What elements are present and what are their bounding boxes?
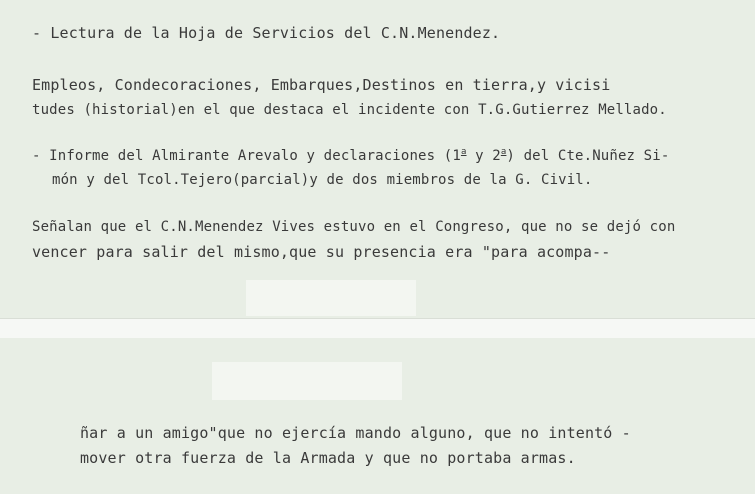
text-line-6: Señalan que el C.N.Menendez Vives estuvo en el Congreso, que no se dejó con bbox=[32, 219, 676, 235]
text-line-4-middle: y 2 bbox=[466, 148, 501, 164]
redaction-patch-bottom bbox=[212, 362, 402, 400]
text-line-1: - Lectura de la Hoja de Servicios del C.N.Menendez. bbox=[32, 24, 501, 42]
page-gap bbox=[0, 318, 755, 340]
text-line-9: mover otra fuerza de la Armada y que no portaba armas. bbox=[80, 449, 576, 467]
redaction-patch-top bbox=[246, 280, 416, 316]
text-line-5: món y del Tcol.Tejero(parcial)y de dos miembros de la G. Civil. bbox=[52, 172, 593, 188]
text-line-4 bbox=[32, 147, 669, 165]
text-line-3: tudes (historial)en el que destaca el incidente con T.G.Gutierrez Mellado. bbox=[32, 102, 667, 118]
text-line-4-end: ) del Cte.Nuñez Si- bbox=[506, 148, 670, 164]
document-page-bottom bbox=[0, 338, 755, 494]
text-line-7: vencer para salir del mismo,que su presencia era "para acompa-- bbox=[32, 243, 611, 261]
text-line-4-start: - Informe del Almirante Arevalo y declaraciones (1 bbox=[32, 148, 461, 164]
text-line-2: Empleos, Condecoraciones, Embarques,Destinos en tierra,y vicisi bbox=[32, 76, 611, 94]
text-line-8: ñar a un amigo"que no ejercía mando alguno, que no intentó - bbox=[80, 424, 631, 442]
ordinal-superscript-2: a bbox=[500, 147, 507, 157]
ordinal-superscript-1: a bbox=[460, 147, 467, 157]
